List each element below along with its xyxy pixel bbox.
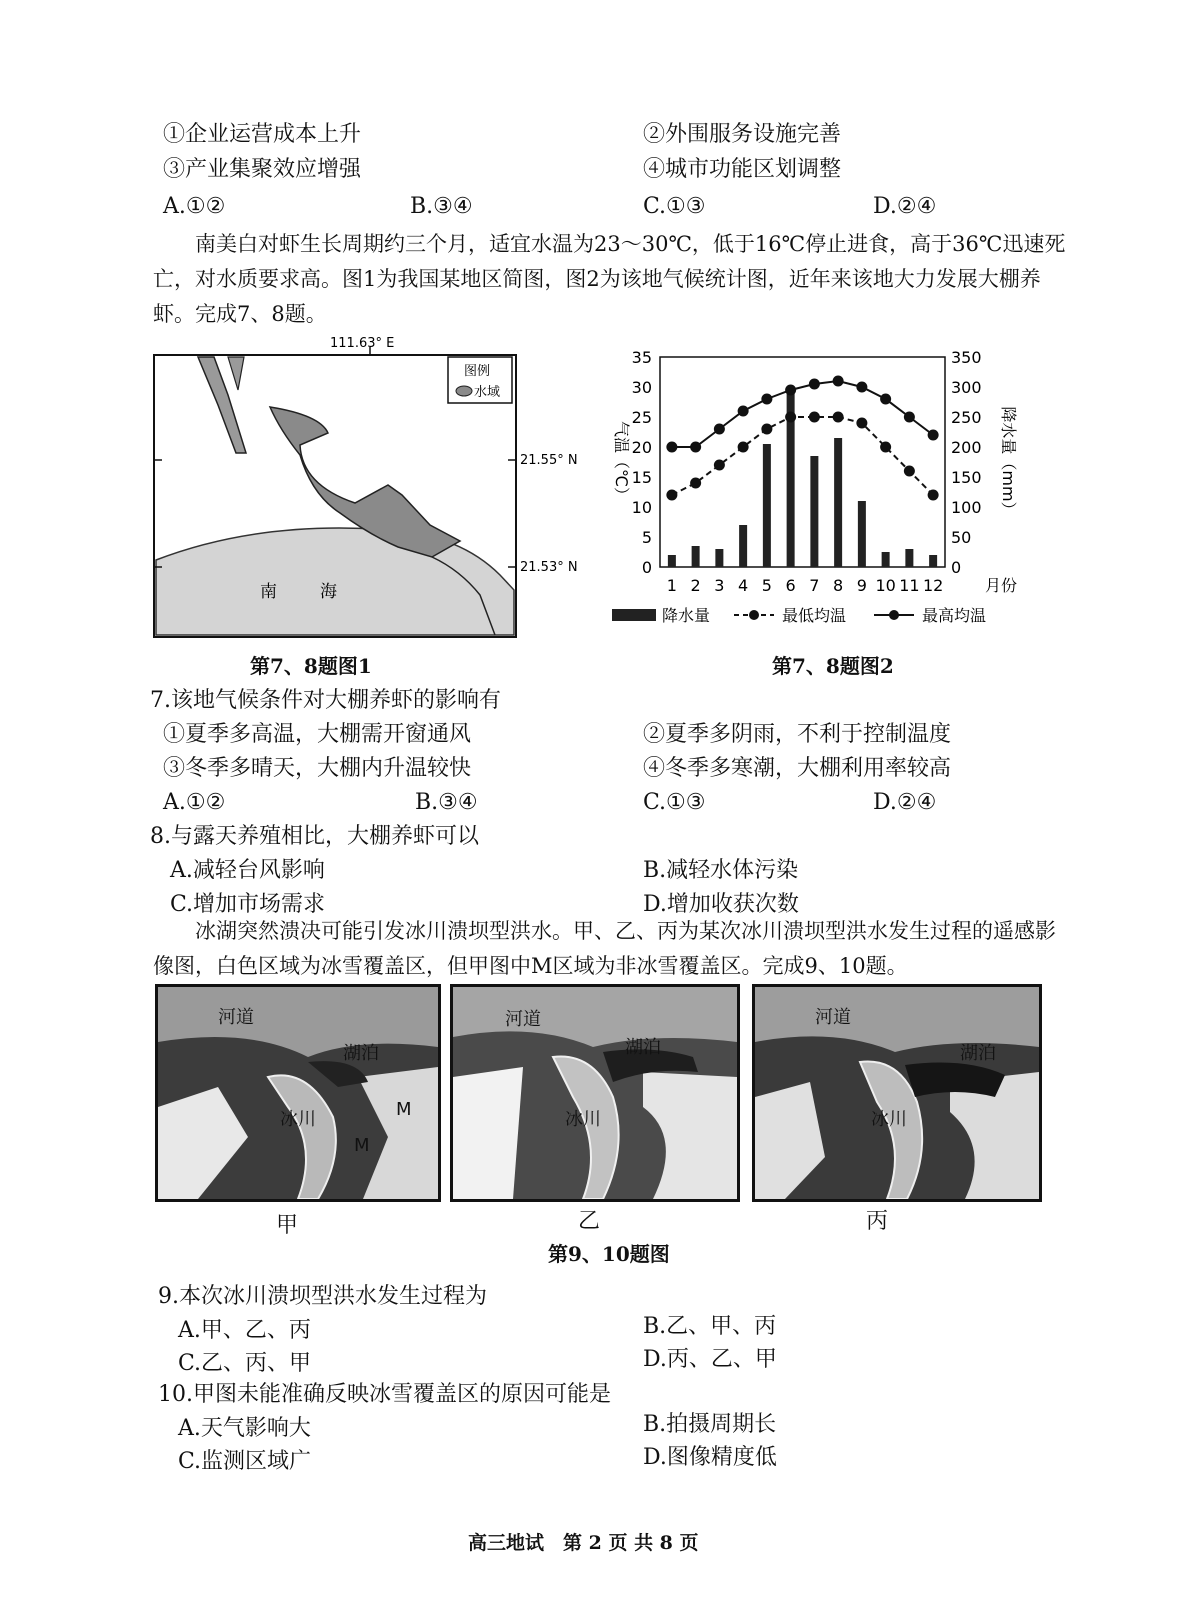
q7-statement-4: ④冬季多寒潮，大棚利用率较高 [643, 756, 952, 781]
min-temp-point [714, 460, 725, 471]
jia-river-label: 河道 [218, 1007, 254, 1028]
q8-option-c: C.增加市场需求 [170, 892, 326, 917]
y-axis-label-left: 气温（℃） [612, 421, 631, 503]
photos-caption: 第9、10题图 [548, 1242, 670, 1266]
min-temp-point [880, 442, 891, 453]
q6-option-a: A.①② [163, 194, 226, 219]
precipitation-bar [668, 555, 676, 567]
intro-7-8-text: 南美白对虾生长周期约三个月，适宜水温为23～30℃，低于16℃停止进食，高于36℃迅速死亡，对水质要求高。图1为我国某地区简图，图2为该地气候统计图，近年来该地大力发展大棚养虾。完成7、8题。 [153, 232, 1066, 326]
photo-bing-label: 丙 [866, 1209, 889, 1234]
x-tick-label: 3 [714, 576, 725, 595]
x-tick-label: 1 [666, 576, 677, 595]
intro-9-10-text: 冰湖突然溃决可能引发冰川溃坝型洪水。甲、乙、丙为某次冰川溃坝型洪水发生过程的遥感影像图，白色区域为冰雪覆盖区，但甲图中M区域为非冰雪覆盖区。完成9、10题。 [153, 919, 1056, 978]
yi-glacier-label: 冰川 [565, 1109, 601, 1130]
legend-water-swatch [456, 386, 472, 396]
left-tick-label: 20 [631, 438, 652, 457]
legend-precip-label: 降水量 [662, 606, 711, 625]
bing-river-label: 河道 [815, 1007, 851, 1028]
q6-statement-3: ③产业集聚效应增强 [163, 157, 362, 182]
left-tick-label: 10 [631, 498, 652, 517]
max-temp-point [738, 406, 749, 417]
x-tick-label: 7 [809, 576, 820, 595]
precipitation-bar [929, 555, 937, 567]
lat-label-bottom: 21.53° N [520, 560, 578, 575]
left-tick-label: 15 [631, 468, 652, 487]
precipitation-bar [810, 456, 818, 567]
precipitation-bar [715, 549, 723, 567]
map-caption: 第7、8题图1 [250, 654, 372, 678]
left-tick-label: 25 [631, 408, 652, 427]
x-tick-label: 2 [690, 576, 701, 595]
q10-option-a: A.天气影响大 [178, 1416, 311, 1441]
intro-9-10 [153, 914, 1068, 984]
legend-max-label: 最高均温 [922, 606, 987, 625]
min-temp-point [904, 466, 915, 477]
q7-stem: 7.该地气候条件对大棚养虾的影响有 [150, 688, 501, 713]
left-tick-label: 35 [631, 348, 652, 367]
q6-option-c: C.①③ [643, 194, 706, 219]
q10-option-b: B.拍摄周期长 [643, 1412, 777, 1437]
q9-option-b: B.乙、甲、丙 [643, 1314, 777, 1339]
right-tick-label: 350 [951, 348, 982, 367]
left-tick-label: 5 [641, 528, 652, 547]
intro-7-8 [153, 227, 1068, 332]
q7-option-a: A.①② [163, 790, 226, 815]
precipitation-bar [882, 552, 890, 567]
right-tick-label: 0 [951, 558, 962, 577]
x-tick-label: 6 [785, 576, 796, 595]
x-tick-label: 11 [899, 576, 920, 595]
q6-statement-1: ①企业运营成本上升 [163, 122, 362, 147]
photo-jia [155, 984, 441, 1202]
jia-lake-label: 湖泊 [343, 1043, 379, 1064]
right-tick-label: 50 [951, 528, 972, 547]
legend-precip-swatch [612, 609, 656, 621]
left-tick-label: 30 [631, 378, 652, 397]
max-temp-point [856, 382, 867, 393]
q9-option-c: C.乙、丙、甲 [178, 1351, 312, 1376]
precipitation-bar [905, 549, 913, 567]
max-temp-point [690, 442, 701, 453]
max-temp-point [928, 430, 939, 441]
min-temp-point [738, 442, 749, 453]
page-footer: 高三地试 第 2 页 共 8 页 [468, 1532, 699, 1554]
x-tick-label: 4 [738, 576, 749, 595]
legend-min-label: 最低均温 [782, 606, 847, 625]
legend-max-dot [889, 610, 899, 620]
max-temp-point [904, 412, 915, 423]
legend-min-dot [749, 610, 759, 620]
map-svg [140, 335, 600, 645]
q10-stem: 10.甲图未能准确反映冰雪覆盖区的原因可能是 [158, 1382, 611, 1407]
q10-option-c: C.监测区域广 [178, 1449, 312, 1474]
max-temp-point [666, 442, 677, 453]
x-tick-label: 8 [833, 576, 844, 595]
precipitation-bar [858, 501, 866, 567]
photo-yi-label: 乙 [578, 1209, 601, 1234]
jia-m-label-2: M [354, 1135, 370, 1156]
precipitation-bar [692, 546, 700, 567]
legend-item: 水域 [474, 385, 501, 400]
q6-option-b: B.③④ [410, 194, 473, 219]
precipitation-bar [739, 525, 747, 567]
photo-bing [752, 984, 1042, 1202]
max-temp-point [833, 376, 844, 387]
legend-title: 图例 [464, 364, 491, 379]
sea-label-1: 南 [260, 582, 277, 602]
y-axis-label-right: 降水量（mm） [999, 406, 1018, 518]
right-tick-label: 150 [951, 468, 982, 487]
q6-statement-2: ②外围服务设施完善 [643, 122, 842, 147]
x-tick-label: 10 [875, 576, 896, 595]
right-tick-label: 250 [951, 408, 982, 427]
q8-stem: 8.与露天养殖相比，大棚养虾可以 [150, 824, 479, 849]
yi-lake-label: 湖泊 [625, 1037, 661, 1058]
right-tick-label: 200 [951, 438, 982, 457]
precipitation-bar [834, 438, 842, 567]
q9-option-d: D.丙、乙、甲 [643, 1347, 777, 1372]
climate-chart-svg [590, 345, 1060, 645]
max-temp-point [809, 379, 820, 390]
min-temp-point [809, 412, 820, 423]
yi-river-label: 河道 [505, 1009, 541, 1030]
jia-glacier-label: 冰川 [280, 1109, 316, 1130]
q7-statement-3: ③冬季多晴天，大棚内升温较快 [163, 756, 472, 781]
min-temp-point [785, 412, 796, 423]
q7-option-b: B.③④ [415, 790, 478, 815]
q7-statement-2: ②夏季多阴雨，不利于控制温度 [643, 722, 952, 747]
q8-option-d: D.增加收获次数 [643, 892, 799, 917]
jia-m-label-1: M [396, 1099, 412, 1120]
max-temp-point [785, 385, 796, 396]
lat-label-top: 21.55° N [520, 453, 578, 468]
max-temp-point [714, 424, 725, 435]
photo-yi [450, 984, 740, 1202]
min-temp-point [856, 418, 867, 429]
plot-frame [660, 357, 945, 567]
x-tick-label: 5 [761, 576, 772, 595]
x-axis-label: 月份 [985, 576, 1018, 595]
lon-label: 111.63° E [330, 336, 395, 351]
bing-lake-label: 湖泊 [960, 1043, 996, 1064]
bing-glacier-label: 冰川 [871, 1109, 907, 1130]
q8-option-a: A.减轻台风影响 [170, 858, 325, 883]
q7-statement-1: ①夏季多高温，大棚需开窗通风 [163, 722, 472, 747]
map-figure [140, 335, 600, 645]
right-tick-label: 100 [951, 498, 982, 517]
precipitation-bar [763, 444, 771, 567]
min-temp-point [761, 424, 772, 435]
min-temp-point [666, 490, 677, 501]
x-tick-label: 9 [856, 576, 867, 595]
q10-option-d: D.图像精度低 [643, 1445, 777, 1470]
q6-statement-4: ④城市功能区划调整 [643, 157, 842, 182]
max-temp-point [880, 394, 891, 405]
q9-option-a: A.甲、乙、丙 [178, 1318, 311, 1343]
q7-option-c: C.①③ [643, 790, 706, 815]
q7-option-d: D.②④ [873, 790, 937, 815]
q8-option-b: B.减轻水体污染 [643, 858, 799, 883]
right-tick-label: 300 [951, 378, 982, 397]
min-temp-point [928, 490, 939, 501]
min-temp-point [690, 478, 701, 489]
sea-label-2: 海 [320, 582, 337, 602]
q9-stem: 9.本次冰川溃坝型洪水发生过程为 [158, 1284, 487, 1309]
left-tick-label: 0 [641, 558, 652, 577]
climate-chart [590, 345, 1060, 645]
photo-jia-label: 甲 [276, 1213, 299, 1238]
chart-caption: 第7、8题图2 [772, 654, 894, 678]
x-tick-label: 12 [922, 576, 944, 595]
min-temp-point [833, 412, 844, 423]
q6-option-d: D.②④ [873, 194, 937, 219]
max-temp-point [761, 394, 772, 405]
